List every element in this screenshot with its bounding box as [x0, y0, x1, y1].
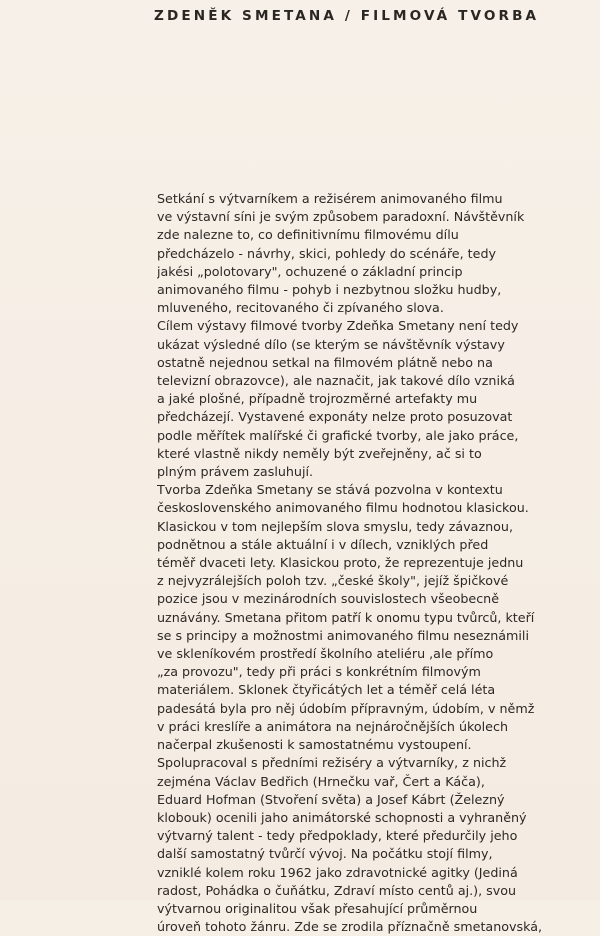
text-line: radost, Pohádka o čuňátku, Zdraví místo centů aj.), svou	[157, 882, 517, 898]
text-line: a jaké plošné, případně trojrozměrné artefakty mu	[157, 391, 478, 407]
text-line: klobouk) ocenili jaho animátorské schopnosti a vyhraněný	[157, 809, 527, 825]
text-line: Cílem výstavy filmové tvorby Zdeňka Smetany není tedy	[157, 318, 519, 334]
text-line: Tvorba Zdeňka Smetany se stává pozvolna v kontextu	[157, 482, 503, 498]
text-line: animovaného filmu - pohyb i nezbytnou složku hudby,	[157, 282, 502, 298]
text-line: uznávány. Smetana přitom patří k onomu typu tvůrců, kteří	[157, 609, 535, 625]
text-line: zde nalezne to, co definitivnímu filmovému dílu	[157, 227, 459, 243]
text-line: československého animovaného filmu hodnotou klasickou.	[157, 500, 529, 516]
text-line: mluveného, recitovaného či zpívaného slova.	[157, 300, 444, 316]
text-line: zejména Václav Bedřich (Hrnečku vař, Čert a Káča),	[157, 773, 485, 789]
text-line: úroveň tohoto žánru. Zde se zrodila příznačně smetanovská,	[157, 919, 543, 935]
text-line: téměř dvaceti lety. Klasickou proto, že reprezentuje jednu	[157, 555, 524, 571]
text-line: Spolupracoval s předními režiséry a výtvarníky, z nichž	[157, 755, 507, 771]
text-line: ostatně nejednou setkal na filmovém plátně nebo na	[157, 354, 493, 370]
text-line: ve výstavní síni je svým způsobem paradoxní. Návštěvník	[157, 209, 525, 225]
text-line: Eduard Hofman (Stvoření světa) a Josef Kábrt (Železný	[157, 791, 505, 807]
text-line: výtvarný talent - tedy předpoklady, které předurčily jeho	[157, 828, 518, 844]
text-line: v práci kreslíře a animátora na nejnáročnějších úkolech	[157, 718, 509, 734]
text-line: Setkání s výtvarníkem a režisérem animovaného filmu	[157, 191, 503, 206]
text-line: podle měřítek malířské či grafické tvorby, ale jako práce,	[157, 427, 519, 443]
text-line: ve skleníkovém prostředí školního ateliéru ,ale přímo	[157, 646, 494, 662]
text-line: předcházelo - návrhy, skici, pohledy do scénáře, tedy	[157, 245, 497, 261]
body-text	[157, 190, 587, 936]
text-line: předcházejí. Vystavené exponáty nelze proto posuzovat	[157, 409, 513, 425]
text-line: z nejvyzrálejších poloh tzv. „české školy", jejíž špičkové	[157, 573, 509, 589]
text-line: ukázat výsledné dílo (se kterým se návštěvník výstavy	[157, 336, 505, 352]
text-line: se s principy a možnostmi animovaného filmu neseznámili	[157, 627, 529, 643]
text-line: které vlastně nikdy neměly být zveřejněny, ač si to	[157, 445, 482, 461]
text-line: jakési „polotovary", ochuzené o základní princip	[157, 263, 463, 279]
text-line: padesátá byla pro něj údobím přípravným, údobím, v němž	[157, 700, 535, 716]
text-line: plným právem zasluhují.	[157, 464, 314, 480]
text-line: materiálem. Sklonek čtyřicátých let a téměř celá léta	[157, 682, 496, 698]
text-line: další samostatný tvůrčí vývoj. Na počátku stojí filmy,	[157, 846, 493, 862]
text-line: pozice jsou v mezinárodních souvislostech všeobecně	[157, 591, 500, 607]
text-line: podnětnou a stále aktuální i v dílech, vzniklých před	[157, 536, 489, 552]
text-line: načerpal zkušenosti k samostatnému vystoupení.	[157, 737, 472, 753]
page-header: ZDENĚK SMETANA / FILMOVÁ TVORBA	[154, 8, 540, 24]
text-line: Klasickou v tom nejlepším slova smyslu, tedy závaznou,	[157, 518, 513, 534]
text-line: televizní obrazovce), ale naznačit, jak takové dílo vzniká	[157, 373, 515, 389]
text-line: výtvarnou originalitou však přesahující průměrnou	[157, 900, 478, 916]
text-line: vzniklé kolem roku 1962 jako zdravotnické agitky (Jediná	[157, 864, 518, 880]
text-line: „za provozu", tedy při práci s konkrétním filmovým	[157, 664, 481, 680]
